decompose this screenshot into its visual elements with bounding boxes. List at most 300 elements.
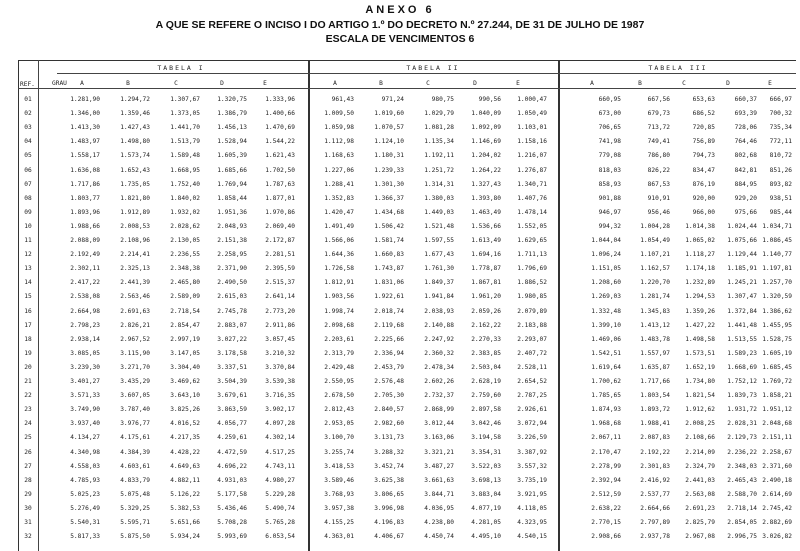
table-cell: 4.196,83 xyxy=(374,519,404,526)
row-ref: 32 xyxy=(24,533,32,541)
table-cell: 2.638,22 xyxy=(591,504,621,512)
table-cell: 1.685,66 xyxy=(217,166,247,174)
table-cell: 2.967,52 xyxy=(120,335,150,343)
table-cell: 1.557,97 xyxy=(640,349,670,357)
table-cell: 3.504,39 xyxy=(217,378,247,385)
table-cell: 5.276,49 xyxy=(70,504,100,512)
table-cell: 2.453,79 xyxy=(374,363,404,371)
table-cell: 1.320,59 xyxy=(762,293,792,301)
column-header-e: E xyxy=(263,80,267,87)
table-cell: 3.643,10 xyxy=(170,392,200,400)
table-cell: 1.004,28 xyxy=(640,222,670,230)
table-cell: 3.057,45 xyxy=(265,335,295,343)
table-cell: 2.654,52 xyxy=(517,378,547,385)
table-cell: 1.054,49 xyxy=(640,237,670,244)
table-cell: 1.107,21 xyxy=(640,251,670,259)
table-cell: 4.558,03 xyxy=(70,462,100,470)
table-cell: 2.883,07 xyxy=(217,321,247,329)
table-cell: 1.506,42 xyxy=(374,222,404,230)
table-cell: 1.019,60 xyxy=(374,110,404,118)
table-cell: 985,44 xyxy=(769,208,792,216)
row-ref: 24 xyxy=(24,420,32,428)
table-cell: 3.085,05 xyxy=(70,349,100,357)
table-cell: 2.416,92 xyxy=(640,476,670,484)
row-ref: 22 xyxy=(24,392,32,400)
table-cell: 1.668,69 xyxy=(727,363,757,371)
column-header-b: B xyxy=(638,80,642,87)
table-cell: 2.407,72 xyxy=(517,349,547,357)
table-cell: 2.048,93 xyxy=(217,222,247,230)
table-cell: 2.417,22 xyxy=(70,279,100,287)
table-cell: 2.119,68 xyxy=(374,321,404,329)
table-cell: 1.743,87 xyxy=(374,265,404,273)
table-cell: 2.325,13 xyxy=(120,265,150,273)
table-cell: 1.096,24 xyxy=(591,251,621,259)
table-cell: 3.012,44 xyxy=(424,420,454,428)
table-cell: 1.294,72 xyxy=(120,96,150,103)
table-cell: 2.576,48 xyxy=(374,378,404,385)
table-cell: 810,72 xyxy=(769,152,792,160)
column-header-a: A xyxy=(333,80,337,87)
table-cell: 2.441,03 xyxy=(685,476,715,484)
table-cell: 2.589,09 xyxy=(170,293,200,301)
table-cell: 4.649,63 xyxy=(170,462,200,470)
table-cell: 3.239,30 xyxy=(70,363,100,371)
table-cell: 1.340,71 xyxy=(517,180,547,188)
table-cell: 2.236,22 xyxy=(727,448,757,456)
table-cell: 2.258,95 xyxy=(217,251,247,259)
table-cell: 1.276,87 xyxy=(517,166,547,174)
table-cell: 2.615,03 xyxy=(217,293,247,301)
row-ref: 11 xyxy=(24,237,32,244)
table-cell: 2.088,09 xyxy=(70,237,100,244)
table-cell: 2.478,34 xyxy=(424,363,454,371)
table-cell: 5.490,74 xyxy=(265,504,295,512)
table-cell: 1.988,66 xyxy=(70,222,100,230)
table-cell: 834,47 xyxy=(692,166,715,174)
table-cell: 3.716,35 xyxy=(265,392,295,400)
table-cell: 1.245,21 xyxy=(727,279,757,287)
table-cell: 1.024,44 xyxy=(727,222,757,230)
row-ref: 28 xyxy=(24,476,32,484)
table-cell: 2.281,51 xyxy=(265,251,295,259)
table-cell: 1.858,44 xyxy=(217,194,247,202)
table-cell: 2.258,67 xyxy=(762,448,792,456)
header-divider-bottom xyxy=(18,88,796,89)
table-cell: 994,32 xyxy=(598,222,621,230)
table-cell: 1.239,33 xyxy=(374,166,404,174)
table-cell: 2.854,47 xyxy=(170,321,200,329)
table-cell: 2.812,43 xyxy=(324,406,354,414)
table-cell: 1.528,94 xyxy=(217,138,247,146)
table-cell: 2.192,22 xyxy=(640,448,670,456)
table-cell: 3.679,61 xyxy=(217,392,247,400)
table-cell: 2.441,39 xyxy=(120,279,150,287)
table-cell: 5.765,28 xyxy=(265,519,295,526)
table-cell: 1.413,30 xyxy=(70,124,100,132)
table-cell: 1.912,62 xyxy=(685,406,715,414)
table-cell: 2.301,83 xyxy=(640,462,670,470)
table-cell: 1.812,91 xyxy=(324,279,354,287)
table-cell: 2.059,26 xyxy=(471,307,501,315)
table-cell: 1.922,61 xyxy=(374,293,404,301)
table-cell: 1.858,21 xyxy=(762,392,792,400)
table-cell: 2.926,61 xyxy=(517,406,547,414)
table-cell: 2.018,74 xyxy=(374,307,404,315)
row-ref: 25 xyxy=(24,434,32,442)
row-ref: 12 xyxy=(24,251,32,259)
table-cell: 2.678,50 xyxy=(324,392,354,400)
table-cell: 1.677,43 xyxy=(424,251,454,259)
table-cell: 1.717,86 xyxy=(70,180,100,188)
table-cell: 1.366,37 xyxy=(374,194,404,202)
table-cell: 842,81 xyxy=(734,166,757,174)
table-group-title: TABELA III xyxy=(648,64,708,72)
table-cell: 1.542,51 xyxy=(591,349,621,357)
table-cell: 2.602,26 xyxy=(424,378,454,385)
row-ref: 14 xyxy=(24,279,32,287)
table-cell: 1.700,62 xyxy=(591,378,621,385)
table-cell: 910,91 xyxy=(647,194,670,202)
table-cell: 2.183,88 xyxy=(517,321,547,329)
table-cell: 1.498,80 xyxy=(120,138,150,146)
table-cell: 1.386,79 xyxy=(217,110,247,118)
table-cell: 4.281,05 xyxy=(471,519,501,526)
table-cell: 1.932,02 xyxy=(170,208,200,216)
table-cell: 2.967,08 xyxy=(685,533,715,541)
table-cell: 2.038,93 xyxy=(424,307,454,315)
table-cell: 2.008,25 xyxy=(685,420,715,428)
table-cell: 1.803,54 xyxy=(640,392,670,400)
table-cell: 1.903,56 xyxy=(324,293,354,301)
table-cell: 1.597,55 xyxy=(424,237,454,244)
table-cell: 1.232,89 xyxy=(685,279,715,287)
table-cell: 1.961,20 xyxy=(471,293,501,301)
row-ref: 04 xyxy=(24,138,32,146)
table-cell: 660,95 xyxy=(598,96,621,103)
table-cell: 1.660,83 xyxy=(374,251,404,259)
table-cell: 1.726,58 xyxy=(324,265,354,273)
table-cell: 1.644,36 xyxy=(324,251,354,259)
table-cell: 2.897,58 xyxy=(471,406,501,414)
row-ref: 16 xyxy=(24,307,32,315)
table-cell: 1.735,05 xyxy=(120,180,150,188)
table-cell: 1.470,69 xyxy=(265,124,295,132)
table-cell: 4.056,77 xyxy=(217,420,247,428)
decree-reference: A QUE SE REFERE O INCISO I DO ARTIGO 1.º DO DECRETO N.º 27.244, DE 31 DE JULHO DE 1987 xyxy=(155,19,645,31)
table-cell: 4.495,10 xyxy=(471,533,501,541)
table-cell: 1.257,70 xyxy=(762,279,792,287)
table-cell: 1.162,57 xyxy=(640,265,670,273)
table-cell: 2.108,96 xyxy=(120,237,150,244)
table-cell: 2.360,32 xyxy=(424,349,454,357)
table-cell: 2.395,59 xyxy=(265,265,295,273)
row-ref: 20 xyxy=(24,363,32,371)
table-cell: 2.371,90 xyxy=(217,265,247,273)
table-cell: 1.151,05 xyxy=(591,265,621,273)
table-cell: 1.566,06 xyxy=(324,237,354,244)
table-cell: 867,53 xyxy=(647,180,670,188)
column-header-b: B xyxy=(379,80,383,87)
table-cell: 1.463,49 xyxy=(471,208,501,216)
table-cell: 3.271,70 xyxy=(120,363,150,371)
table-cell: 1.081,28 xyxy=(424,124,454,132)
table-cell: 1.521,48 xyxy=(424,222,454,230)
table-cell: 3.163,06 xyxy=(424,434,454,442)
table-cell: 1.281,74 xyxy=(640,293,670,301)
table-cell: 1.581,74 xyxy=(374,237,404,244)
table-cell: 956,46 xyxy=(647,208,670,216)
row-ref: 23 xyxy=(24,406,32,414)
table-cell: 1.849,37 xyxy=(424,279,454,287)
table-cell: 2.614,69 xyxy=(762,490,792,498)
table-cell: 1.124,10 xyxy=(374,138,404,146)
table-cell: 3.072,94 xyxy=(517,420,547,428)
table-cell: 794,73 xyxy=(692,152,715,160)
table-cell: 2.528,11 xyxy=(517,363,547,371)
table-cell: 1.380,03 xyxy=(424,194,454,202)
table-cell: 1.400,66 xyxy=(265,110,295,118)
table-cell: 1.573,51 xyxy=(685,349,715,357)
table-cell: 3.226,59 xyxy=(517,434,547,442)
table-cell: 4.340,98 xyxy=(70,448,100,456)
table-cell: 3.401,27 xyxy=(70,378,100,385)
table-cell: 1.345,83 xyxy=(640,307,670,315)
table-cell: 920,00 xyxy=(692,194,715,202)
table-cell: 1.589,48 xyxy=(170,152,200,160)
table-cell: 2.550,95 xyxy=(324,378,354,385)
table-cell: 4.363,01 xyxy=(324,533,354,541)
table-cell: 2.172,87 xyxy=(265,237,295,244)
table-cell: 1.629,65 xyxy=(517,237,547,244)
table-cell: 673,00 xyxy=(598,110,621,118)
table-cell: 1.912,89 xyxy=(120,208,150,216)
table-cell: 3.825,26 xyxy=(170,406,200,414)
table-cell: 1.288,41 xyxy=(324,180,354,188)
table-cell: 1.307,67 xyxy=(170,96,200,103)
table-cell: 3.863,59 xyxy=(217,406,247,414)
table-cell: 4.016,52 xyxy=(170,420,200,428)
table-cell: 772,11 xyxy=(769,138,792,146)
table-cell: 1.605,39 xyxy=(217,152,247,160)
table-cell: 2.759,60 xyxy=(471,392,501,400)
scale-title: ESCALA DE VENCIMENTOS 6 xyxy=(325,33,475,45)
table-cell: 2.798,23 xyxy=(70,321,100,329)
table-cell: 2.079,89 xyxy=(517,307,547,315)
table-cell: 1.478,14 xyxy=(517,208,547,216)
table-group-title: TABELA I xyxy=(157,64,205,72)
table-cell: 1.877,01 xyxy=(265,194,295,202)
column-divider xyxy=(558,60,560,551)
table-cell: 653,63 xyxy=(692,96,715,103)
table-cell: 3.589,46 xyxy=(324,476,354,484)
table-cell: 3.539,38 xyxy=(265,378,295,385)
table-cell: 1.294,53 xyxy=(685,293,715,301)
column-divider xyxy=(38,60,39,551)
table-cell: 5.436,46 xyxy=(217,504,247,512)
table-cell: 2.718,14 xyxy=(727,504,757,512)
table-cell: 1.373,05 xyxy=(170,110,200,118)
table-cell: 4.980,27 xyxy=(265,476,295,484)
table-cell: 1.968,68 xyxy=(591,420,621,428)
column-header-a: A xyxy=(590,80,594,87)
table-cell: 1.227,06 xyxy=(324,166,354,174)
table-cell: 2.151,38 xyxy=(217,237,247,244)
table-cell: 5.875,50 xyxy=(120,533,150,541)
row-ref: 21 xyxy=(24,378,32,385)
table-cell: 2.170,47 xyxy=(591,448,621,456)
table-cell: 1.483,97 xyxy=(70,138,100,146)
table-cell: 1.931,72 xyxy=(727,406,757,414)
table-cell: 679,73 xyxy=(647,110,670,118)
row-ref: 13 xyxy=(24,265,32,273)
table-cell: 2.982,60 xyxy=(374,420,404,428)
table-cell: 1.785,65 xyxy=(591,392,621,400)
table-cell: 1.558,17 xyxy=(70,152,100,160)
annex-title: ANEXO 6 xyxy=(365,4,435,16)
table-cell: 1.702,50 xyxy=(265,166,295,174)
table-cell: 1.483,78 xyxy=(640,335,670,343)
table-cell: 966,00 xyxy=(692,208,715,216)
table-cell: 2.214,09 xyxy=(685,448,715,456)
table-cell: 4.517,25 xyxy=(265,448,295,456)
column-header-b: B xyxy=(126,80,130,87)
table-cell: 2.787,25 xyxy=(517,392,547,400)
table-cell: 4.743,11 xyxy=(265,462,295,470)
column-header-c: C xyxy=(426,80,430,87)
table-cell: 1.613,49 xyxy=(471,237,501,244)
table-cell: 1.103,01 xyxy=(517,124,547,132)
table-cell: 4.097,28 xyxy=(265,420,295,428)
table-cell: 2.588,70 xyxy=(727,490,757,498)
table-cell: 3.883,04 xyxy=(471,490,501,498)
table-cell: 1.352,83 xyxy=(324,194,354,202)
table-cell: 2.691,23 xyxy=(685,504,715,512)
table-cell: 764,46 xyxy=(734,138,757,146)
table-cell: 3.131,73 xyxy=(374,434,404,442)
table-cell: 1.752,40 xyxy=(170,180,200,188)
table-cell: 2.247,92 xyxy=(424,335,454,343)
table-cell: 2.908,66 xyxy=(591,533,621,541)
table-cell: 1.407,76 xyxy=(517,194,547,202)
table-cell: 2.348,38 xyxy=(170,265,200,273)
table-cell: 2.130,05 xyxy=(170,237,200,244)
row-ref: 27 xyxy=(24,462,32,470)
table-cell: 1.393,80 xyxy=(471,194,501,202)
table-cell: 2.028,62 xyxy=(170,222,200,230)
table-cell: 4.217,35 xyxy=(170,434,200,442)
table-cell: 3.735,19 xyxy=(517,476,547,484)
table-cell: 3.304,40 xyxy=(170,363,200,371)
row-ref: 29 xyxy=(24,490,32,498)
table-cell: 2.538,08 xyxy=(70,293,100,301)
table-cell: 1.491,49 xyxy=(324,222,354,230)
row-ref: 07 xyxy=(24,180,32,188)
table-cell: 1.536,66 xyxy=(471,222,501,230)
table-cell: 4.384,39 xyxy=(120,448,150,456)
table-cell: 851,26 xyxy=(769,166,792,174)
table-cell: 1.831,06 xyxy=(374,279,404,287)
table-cell: 1.840,02 xyxy=(170,194,200,202)
table-cell: 2.664,98 xyxy=(70,307,100,315)
table-cell: 2.825,79 xyxy=(685,519,715,526)
table-cell: 1.000,47 xyxy=(517,96,547,103)
grau-header: GRAU xyxy=(52,80,67,87)
table-cell: 1.427,43 xyxy=(120,124,150,132)
table-cell: 3.370,84 xyxy=(265,363,295,371)
table-cell: 1.140,77 xyxy=(762,251,792,259)
table-cell: 2.770,15 xyxy=(591,519,621,526)
table-cell: 4.603,61 xyxy=(120,462,150,470)
table-cell: 1.070,57 xyxy=(374,124,404,132)
table-cell: 1.998,74 xyxy=(324,307,354,315)
column-header-c: C xyxy=(174,80,178,87)
table-cell: 1.158,16 xyxy=(517,138,547,146)
table-cell: 1.332,48 xyxy=(591,307,621,315)
table-cell: 1.455,95 xyxy=(762,321,792,329)
column-header-e: E xyxy=(768,80,772,87)
table-cell: 1.014,38 xyxy=(685,222,715,230)
table-cell: 1.980,85 xyxy=(517,293,547,301)
table-cell: 1.605,19 xyxy=(762,349,792,357)
table-cell: 728,06 xyxy=(734,124,757,132)
table-cell: 2.868,99 xyxy=(424,406,454,414)
table-cell: 4.696,22 xyxy=(217,462,247,470)
row-ref: 06 xyxy=(24,166,32,174)
table-cell: 4.036,95 xyxy=(424,504,454,512)
row-ref: 30 xyxy=(24,504,32,512)
table-cell: 826,22 xyxy=(647,166,670,174)
table-cell: 3.026,82 xyxy=(762,533,792,541)
table-cell: 1.886,52 xyxy=(517,279,547,287)
table-cell: 4.155,25 xyxy=(324,519,354,526)
table-cell: 2.563,08 xyxy=(685,490,715,498)
table-cell: 1.399,10 xyxy=(591,321,621,329)
table-cell: 3.522,03 xyxy=(471,462,501,470)
table-cell: 1.839,73 xyxy=(727,392,757,400)
table-cell: 2.705,30 xyxy=(374,392,404,400)
table-cell: 4.785,93 xyxy=(70,476,100,484)
table-cell: 2.512,59 xyxy=(591,490,621,498)
table-cell: 4.406,67 xyxy=(374,533,404,541)
table-cell: 1.970,86 xyxy=(265,208,295,216)
table-cell: 1.040,09 xyxy=(471,110,501,118)
table-cell: 5.126,22 xyxy=(170,490,200,498)
table-cell: 4.450,74 xyxy=(424,533,454,541)
table-cell: 1.307,47 xyxy=(727,293,757,301)
table-cell: 1.469,06 xyxy=(591,335,621,343)
table-cell: 706,65 xyxy=(598,124,621,132)
table-cell: 5.934,24 xyxy=(170,533,200,541)
column-header-c: C xyxy=(682,80,686,87)
table-cell: 1.372,84 xyxy=(727,307,757,315)
table-cell: 3.976,77 xyxy=(120,420,150,428)
table-cell: 1.821,54 xyxy=(685,392,715,400)
table-cell: 2.429,48 xyxy=(324,363,354,371)
table-cell: 1.441,48 xyxy=(727,321,757,329)
table-cell: 2.465,43 xyxy=(727,476,757,484)
table-cell: 3.844,71 xyxy=(424,490,454,498)
ref-header: REF. xyxy=(20,81,35,88)
table-cell: 2.854,05 xyxy=(727,519,757,526)
table-cell: 4.238,80 xyxy=(424,519,454,526)
table-cell: 1.734,80 xyxy=(685,378,715,385)
table-cell: 4.175,61 xyxy=(120,434,150,442)
table-cell: 1.951,12 xyxy=(762,406,792,414)
table-cell: 1.174,18 xyxy=(685,265,715,273)
table-cell: 2.745,42 xyxy=(762,504,792,512)
table-cell: 2.151,11 xyxy=(762,434,792,442)
